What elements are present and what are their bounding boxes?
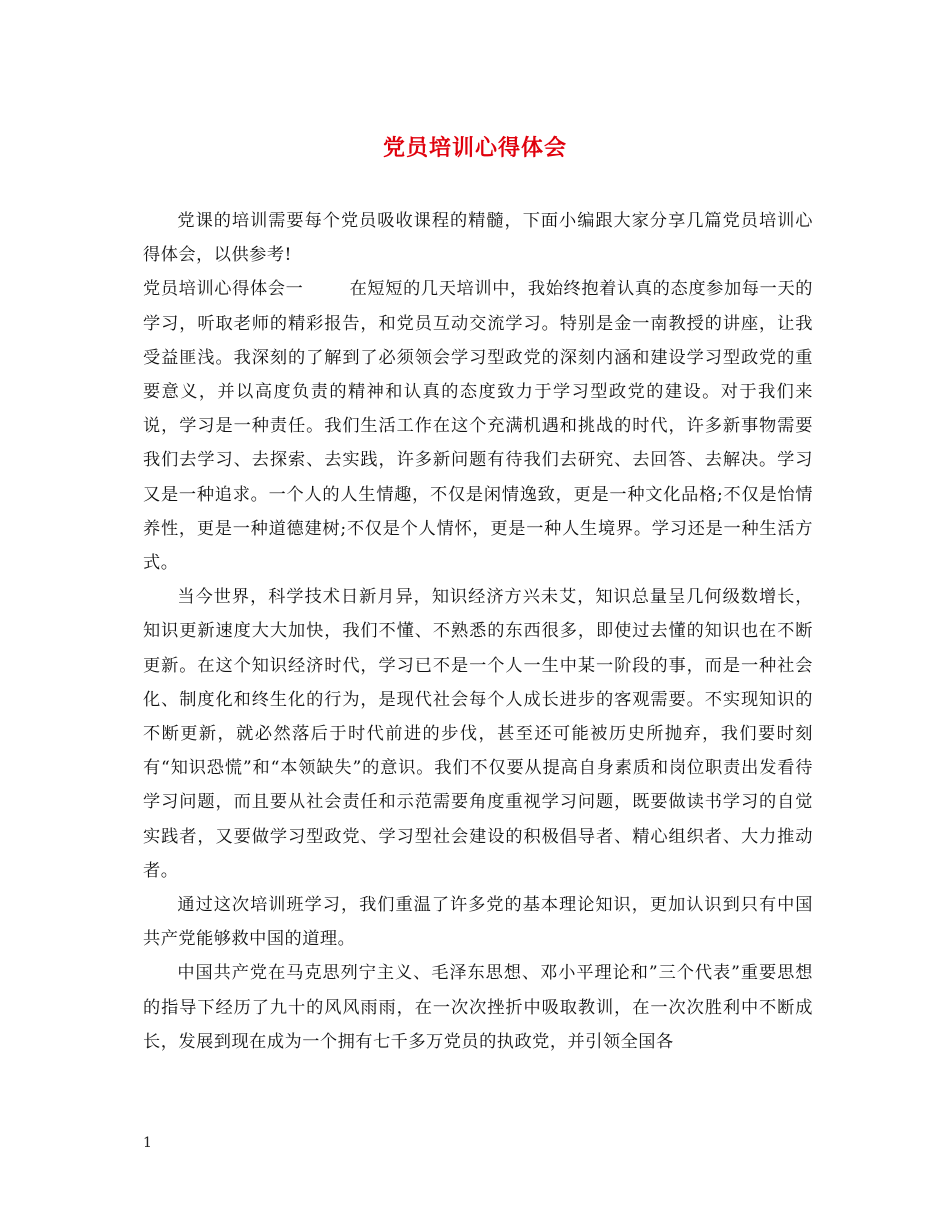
section-paragraph-1: [143, 272, 813, 580]
body-paragraph-3: 通过这次培训班学习，我们重温了许多党的基本理论知识，更加认识到只有中国共产党能够救中国的道理。: [143, 895, 813, 950]
document-body: [143, 204, 813, 1059]
body-paragraph-4: 中国共产党在马克思列宁主义、毛泽东思想、邓小平理论和”三个代表”重要思想的指导下经历了九十的风风雨雨，在一次次挫折中吸取教训，在一次次胜利中不断成长，发展到现在成为一个拥有七千多万党员的执政党，并引领全国各: [143, 963, 813, 1052]
page-number: 1: [143, 1135, 152, 1151]
section-heading: 党员培训心得体会一: [143, 279, 304, 300]
paragraph-text: 在短短的几天培训中，我始终抱着认真的态度参加每一天的学习，听取老师的精彩报告，和党员互动交流学习。特别是金一南教授的讲座，让我受益匪浅。我深刻的了解到了必须领会学习型政党的深刻内涵和建设学习型政党的重要意义，并以高度负责的精神和认真的态度致力于学习型政党的建设。对于我们来说，学习是一种责任。我们生活工作在这个充满机遇和挑战的时代，许多新事物需要我们去学习、去探索、去实践，许多新问题有待我们去研究、去回答、去解决。学习又是一种追求。一个人的人生情趣，不仅是闲情逸致，更是一种文化品格;不仅是怡情养性，更是一种道德建树;不仅是个人情怀，更是一种人生境界。学习还是一种生活方式。: [143, 279, 813, 574]
document-title: 党员培训心得体会: [382, 135, 567, 161]
body-paragraph-2: 当今世界，科学技术日新月异，知识经济方兴未艾，知识总量呈几何级数增长，知识更新速度大大加快，我们不懂、不熟悉的东西很多，即使过去懂的知识也在不断更新。在这个知识经济时代，学习已不是一个人一生中某一阶段的事，而是一种社会化、制度化和终生化的行为，是现代社会每个人成长进步的客观需要。不实现知识的不断更新，就必然落后于时代前进的步伐，甚至还可能被历史所抛弃，我们要时刻有“知识恐慌”和“本领缺失”的意识。我们不仅要从提高自身素质和岗位职责出发看待学习问题，而且要从社会责任和示范需要角度重视学习问题，既要做读书学习的自觉实践者，又要做学习型政党、学习型社会建设的积极倡导者、精心组织者、大力推动者。: [143, 587, 813, 881]
intro-paragraph: 党课的培训需要每个党员吸收课程的精髓，下面小编跟大家分享几篇党员培训心得体会，以供参考!: [143, 211, 813, 266]
